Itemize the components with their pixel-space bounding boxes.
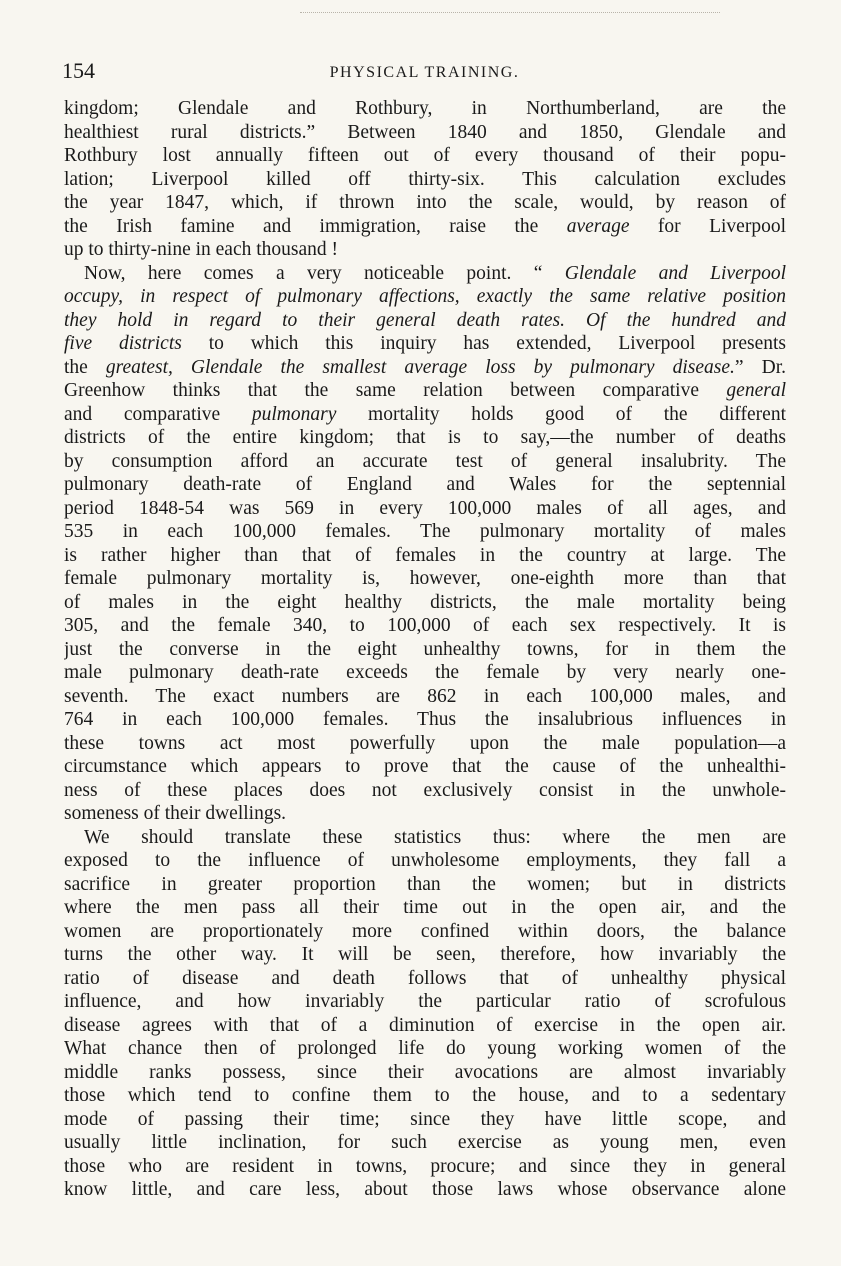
text-line <box>64 1155 786 1179</box>
text-segment: mode of passing their time; since they have little scope, and <box>64 1108 786 1130</box>
italic-text: Glendale and Liverpool <box>564 262 786 284</box>
text-line <box>64 896 786 920</box>
text-segment: women are proportionately more confined within doors, the balance <box>64 920 786 942</box>
text-line <box>64 168 786 192</box>
text-line <box>64 1178 786 1202</box>
text-segment: Greenhow thinks that the same relation between comparative <box>64 380 727 401</box>
text-segment: those which tend to confine them to the house, and to a sedentary <box>64 1085 786 1106</box>
text-line <box>64 1037 786 1061</box>
text-segment: by consumption afford an accurate test of general insalubrity. The <box>64 450 786 472</box>
text-line <box>64 285 786 309</box>
text-line <box>64 943 786 967</box>
text-line <box>64 567 786 591</box>
text-segment: circumstance which appears to prove that the cause of the unhealthi- <box>64 756 786 777</box>
text-segment: to which this inquiry has extended, Liverpool presents <box>181 333 786 354</box>
text-line <box>64 520 786 544</box>
page-number: 154 <box>62 58 95 83</box>
italic-text: greatest, Glendale the smallest average loss by pulmonary disease. <box>105 356 735 378</box>
text-line <box>64 144 786 168</box>
text-segment: disease agrees with that of a diminution of exercise in the open air. <box>64 1014 786 1036</box>
text-line <box>64 191 786 215</box>
text-segment: ” Dr. <box>734 356 786 378</box>
text-segment: Now, here comes a very noticeable point. “ <box>84 262 565 284</box>
text-segment: know little, and care less, about those laws whose observance alone <box>64 1179 786 1200</box>
text-segment: exposed to the influence of unwholesome employments, they fall a <box>64 850 786 871</box>
text-segment: districts of the entire kingdom; that is to say,—the number of deaths <box>64 427 786 448</box>
text-segment: just the converse in the eight unhealthy towns, for in them the <box>64 638 786 660</box>
text-line <box>64 849 786 873</box>
italic-text: they hold in regard to their general death rates. Of the hundred and <box>64 309 786 331</box>
text-segment: ness of these places does not exclusively consist in the unwhole- <box>64 779 786 801</box>
text-line <box>64 403 786 427</box>
text-line <box>64 379 786 403</box>
text-segment: ratio of disease and death follows that of unhealthy physical <box>64 967 786 989</box>
italic-text: occupy, in respect of pulmonary affections, exactly the same relative position <box>64 286 786 307</box>
text-line <box>64 356 786 380</box>
text-segment: of males in the eight healthy districts, the male mortality being <box>64 591 786 613</box>
text-line <box>64 614 786 638</box>
text-line <box>64 802 786 826</box>
text-segment: the <box>64 356 106 378</box>
text-line <box>64 990 786 1014</box>
text-line <box>64 779 786 803</box>
text-segment: 764 in each 100,000 females. Thus the insalubrious influences in <box>64 709 786 730</box>
text-segment: middle ranks possess, since their avocations are almost invariably <box>64 1061 786 1083</box>
text-line <box>64 1108 786 1132</box>
text-line <box>64 661 786 685</box>
text-segment: someness of their dwellings. <box>64 803 287 824</box>
text-segment: healthiest rural districts.” Between 1840 and 1850, Glendale and <box>64 121 786 143</box>
text-line <box>64 873 786 897</box>
text-segment: female pulmonary mortality is, however, one-eighth more than that <box>64 568 786 589</box>
text-segment: influence, and how invariably the particular ratio of scrofulous <box>64 991 786 1012</box>
text-line <box>64 332 786 356</box>
text-line <box>64 591 786 615</box>
text-line <box>64 121 786 145</box>
text-line <box>64 262 786 286</box>
text-line <box>64 1084 786 1108</box>
text-line <box>64 215 786 239</box>
text-segment: We should translate these statistics thus: where the men are <box>84 826 786 848</box>
text-segment: lation; Liverpool killed off thirty-six. This calculation excludes <box>64 168 786 190</box>
text-segment: sacrifice in greater proportion than the women; but in districts <box>64 873 786 895</box>
text-line <box>64 920 786 944</box>
text-segment: 305, and the female 340, to 100,000 of each sex respectively. It is <box>64 615 786 636</box>
text-line <box>64 685 786 709</box>
text-segment: pulmonary death-rate of England and Wales for the septennial <box>64 474 786 495</box>
text-segment: kingdom; Glendale and Rothbury, in Northumberland, are the <box>64 98 786 119</box>
text-line <box>64 732 786 756</box>
text-line <box>64 1131 786 1155</box>
text-line <box>64 309 786 333</box>
text-line <box>64 544 786 568</box>
text-segment: 535 in each 100,000 females. The pulmonary mortality of males <box>64 521 786 542</box>
italic-text: average <box>566 215 630 237</box>
text-segment: mortality holds good of the different <box>336 403 786 425</box>
text-line <box>64 1014 786 1038</box>
text-line <box>64 497 786 521</box>
text-line <box>64 708 786 732</box>
text-segment: What chance then of prolonged life do young working women of the <box>64 1038 786 1059</box>
text-segment: and comparative <box>64 403 252 425</box>
text-segment: seventh. The exact numbers are 862 in each 100,000 males, and <box>64 685 786 707</box>
text-line <box>64 450 786 474</box>
text-segment: period 1848-54 was 569 in every 100,000 males of all ages, and <box>64 497 786 519</box>
italic-text: general <box>726 380 786 401</box>
italic-text: pulmonary <box>251 403 337 425</box>
text-segment: where the men pass all their time out in the open air, and the <box>64 897 786 918</box>
text-segment: usually little inclination, for such exercise as young men, even <box>64 1132 786 1153</box>
text-segment: Rothbury lost annually fifteen out of every thousand of their popu- <box>64 145 786 166</box>
text-segment: turns the other way. It will be seen, therefore, how invariably the <box>64 944 786 965</box>
top-rule <box>300 12 720 14</box>
text-segment: the year 1847, which, if thrown into the scale, would, by reason of <box>64 192 786 213</box>
text-line <box>64 638 786 662</box>
text-segment: up to thirty-nine in each thousand ! <box>64 239 339 260</box>
text-line <box>64 473 786 497</box>
text-line <box>64 97 786 121</box>
text-segment: for Liverpool <box>629 215 786 237</box>
text-segment: male pulmonary death-rate exceeds the female by very nearly one- <box>64 662 786 683</box>
text-segment: these towns act most powerfully upon the male population—a <box>64 732 786 754</box>
text-segment: the Irish famine and immigration, raise the <box>64 215 567 237</box>
text-segment: is rather higher than that of females in the country at large. The <box>64 544 786 566</box>
text-line <box>64 826 786 850</box>
text-segment: those who are resident in towns, procure; and since they in general <box>64 1155 786 1177</box>
body-text <box>64 97 786 1202</box>
text-line <box>64 238 786 262</box>
text-line <box>64 426 786 450</box>
text-line <box>64 967 786 991</box>
running-head: PHYSICAL TRAINING. <box>329 64 520 81</box>
text-line <box>64 1061 786 1085</box>
page-header <box>62 58 787 88</box>
text-line <box>64 755 786 779</box>
italic-text: five districts <box>64 333 182 354</box>
